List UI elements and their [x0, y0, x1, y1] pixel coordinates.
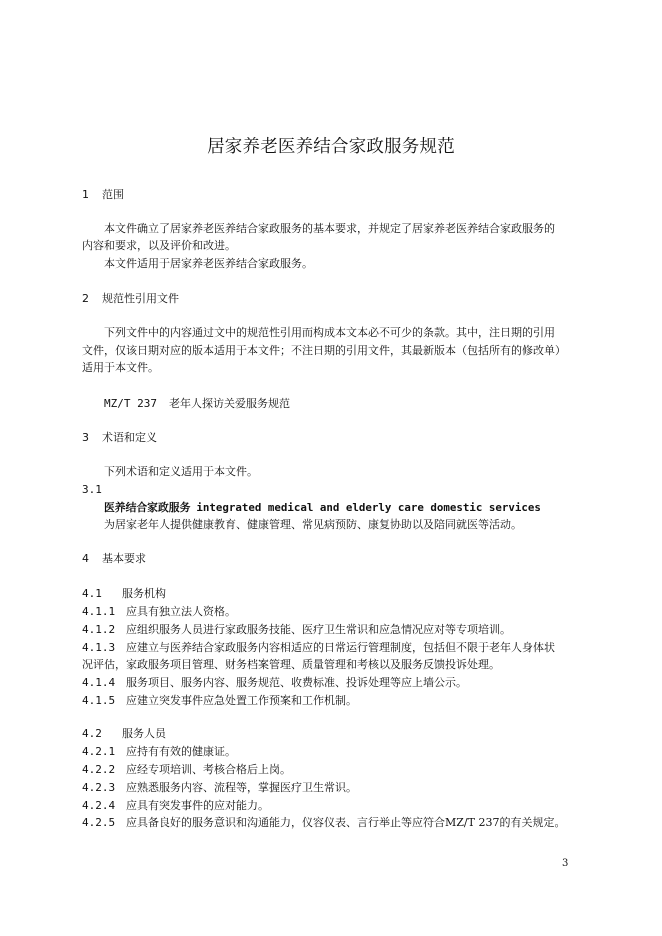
section-1-heading: [82, 188, 124, 202]
term-definition: 为居家老年人提供健康教育、健康管理、常见病预防、康复协助以及陪同就医等活动。: [104, 518, 522, 531]
clause-number: 4.1.4: [82, 676, 116, 689]
paragraph-line: 下列术语和定义适用于本文件。: [104, 465, 258, 478]
clause-text: 应组织服务人员进行家政服务技能、医疗卫生常识和应急情况应对等专项培训。: [126, 623, 511, 636]
clause-item: [82, 641, 555, 655]
term-chinese: 医养结合家政服务: [104, 501, 191, 514]
subsection-4-2-heading: [82, 727, 166, 741]
subsection-number: 4.2: [82, 727, 102, 740]
subsection-title: 服务人员: [122, 727, 166, 740]
clause-number: 4.2.1: [82, 745, 116, 758]
paragraph-line: 内容和要求，以及评价和改进。: [82, 239, 236, 252]
section-title: 范围: [102, 188, 124, 201]
clause-text: 应建立突发事件应急处置工作预案和工作机制。: [126, 694, 357, 707]
section-3-heading: [82, 431, 157, 445]
paragraph-line: 本文件确立了居家养老医养结合家政服务的基本要求，并规定了居家养老医养结合家政服务的: [104, 222, 555, 235]
section-2-heading: [82, 292, 179, 306]
section-title: 术语和定义: [102, 431, 157, 444]
clause-number: 4.2.4: [82, 799, 116, 812]
clause-number: 4.1.5: [82, 694, 116, 707]
clause-continuation: 况评估，家政服务项目管理、财务档案管理、质量管理和考核以及服务反馈投诉处理。: [82, 658, 500, 671]
clause-number: 4.1.3: [82, 641, 116, 654]
section-number: 3: [82, 431, 89, 444]
clause-text: 应经专项培训、考核合格后上岗。: [126, 763, 291, 776]
clause-item: [82, 745, 236, 759]
clause-item: [82, 816, 565, 830]
term-number: 3.1: [82, 483, 102, 496]
clause-item: [82, 623, 511, 637]
document-title: 居家养老医养结合家政服务规范: [207, 137, 455, 157]
clause-number: 4.1.2: [82, 623, 116, 636]
clause-text: 应具有突发事件的应对能力。: [126, 799, 269, 812]
section-4-heading: [82, 552, 146, 566]
clause-number: 4.2.5: [82, 816, 116, 829]
section-number: 1: [82, 188, 89, 201]
paragraph-line: 本文件适用于居家养老医养结合家政服务。: [104, 257, 313, 270]
reference-title: 老年人探访关爱服务规范: [168, 397, 290, 410]
clause-item: [82, 605, 236, 619]
clause-item: [82, 799, 269, 813]
clause-number: 4.2.2: [82, 763, 116, 776]
clause-item: [82, 676, 467, 690]
section-number: 4: [82, 552, 89, 565]
clause-text: 服务项目、服务内容、服务规范、收费标准、投诉处理等应上墙公示。: [126, 676, 467, 689]
section-title: 基本要求: [102, 552, 146, 565]
subsection-number: 4.1: [82, 587, 102, 600]
clause-item: [82, 781, 357, 795]
term-english: integrated medical and elderly care domestic services: [196, 501, 541, 514]
clause-text: 应建立与医养结合家政服务内容相适应的日常运行管理制度，包括但不限于老年人身体状: [126, 641, 555, 654]
clause-text: 应具备良好的服务意识和沟通能力，仪容仪表、言行举止等应符合MZ/T 237的有关规定。: [126, 816, 566, 829]
clause-item: [82, 763, 291, 777]
clause-item: [82, 694, 357, 708]
paragraph-line: 文件，仅该日期对应的版本适用于本文件；不注日期的引用文件，其最新版本（包括所有的修改单）: [82, 344, 566, 357]
normative-reference: [104, 397, 290, 411]
subsection-title: 服务机构: [122, 587, 166, 600]
clause-text: 应具有独立法人资格。: [126, 605, 236, 618]
section-number: 2: [82, 292, 89, 305]
paragraph-line: 适用于本文件。: [82, 361, 159, 374]
reference-code: MZ/T 237: [104, 397, 157, 410]
clause-number: 4.2.3: [82, 781, 116, 794]
subsection-4-1-heading: [82, 587, 166, 601]
section-title: 规范性引用文件: [102, 292, 179, 305]
paragraph-line: 下列文件中的内容通过文中的规范性引用而构成本文本必不可少的条款。其中，注日期的引用: [104, 326, 555, 339]
clause-text: 应持有有效的健康证。: [126, 745, 236, 758]
clause-number: 4.1.1: [82, 605, 116, 618]
page-number: 3: [562, 858, 569, 869]
term-entry: [104, 501, 541, 515]
clause-text: 应熟悉服务内容、流程等，掌握医疗卫生常识。: [126, 781, 357, 794]
